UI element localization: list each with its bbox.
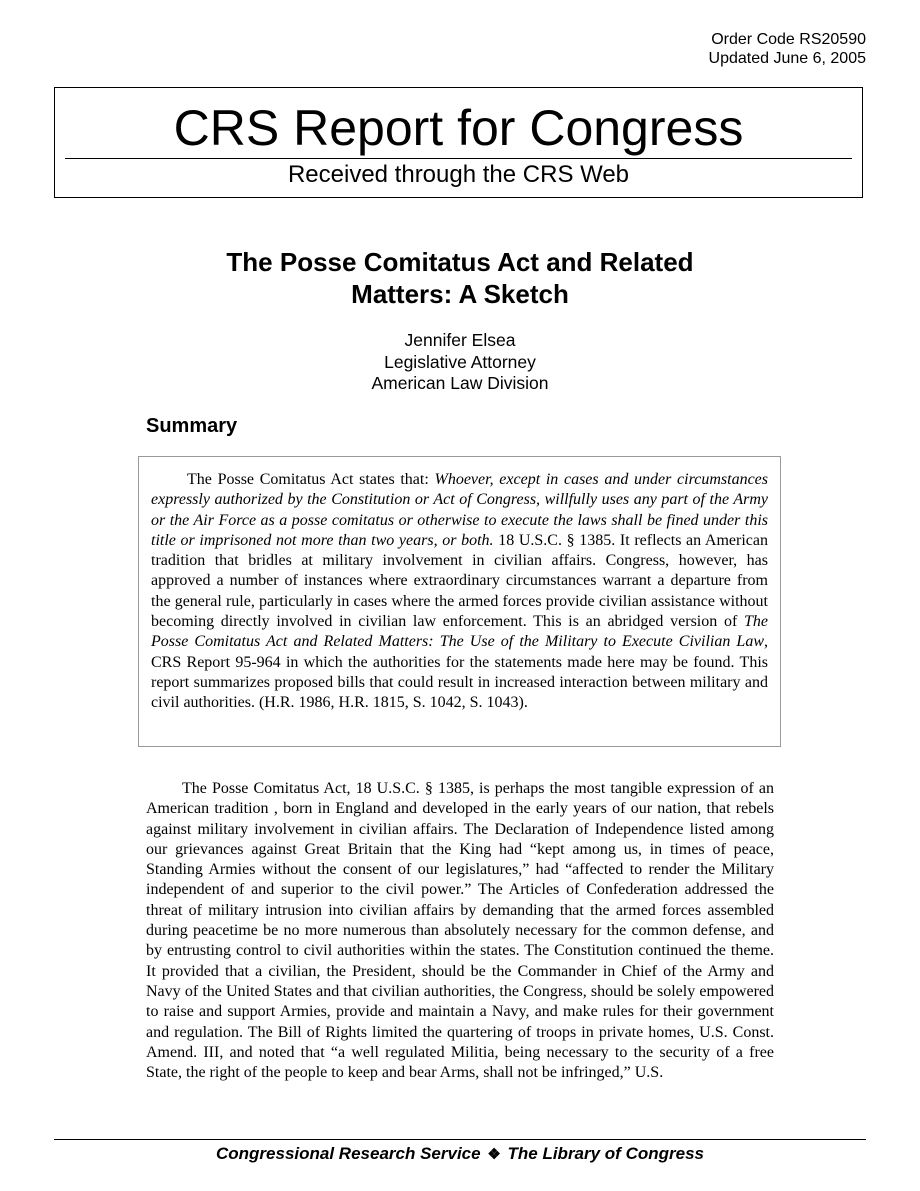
document-title-line-1: The Posse Comitatus Act and Related (226, 247, 694, 277)
body-paragraph: The Posse Comitatus Act, 18 U.S.C. § 1385, is perhaps the most tangible expression of an American tradition , born in England and developed in the early years of our nation, that rebels against military involvement in civilian affairs. The Declaration of Independence listed among our grievances against Great Britain that the King had “kept among us, in times of peace, Standing Armies without the consent of our legislatures,” had “affected to render the Military independent of and superior to the civil power.” The Articles of Confederation addressed the threat of military intrusion into civilian affairs by demanding that the armed forces assembled during peacetime be no more numerous than absolutely necessary for the common defense, and by entrusting control to civil authorities within the states. The Constitution continued the theme. It provided that a civilian, the President, should be the Commander in Chief of the Army and Navy of the United States and that civilian authorities, the Congress, should be solely empowered to raise and support Armies, provide and maintain a Navy, and make rules for their government and regulation. The Bill of Rights limited the quartering of troops in private homes, U.S. Const. Amend. III, and noted that “a well regulated Militia, being necessary to the security of a free State, the right of the people to keep and bear Arms, shall not be infringed,” U.S. (146, 780, 774, 1082)
summary-report-title: The Posse Comitatus Act and Related Matters: The Use of the Military to Execute Civilian Law (151, 613, 768, 651)
footer (54, 1143, 866, 1166)
diamond-separator-icon: ❖ (487, 1146, 501, 1163)
author-name: Jennifer Elsea (404, 330, 516, 350)
author-division: American Law Division (371, 373, 549, 393)
footer-loc: The Library of Congress (507, 1144, 704, 1163)
summary-box (138, 456, 781, 747)
footer-divider (54, 1139, 866, 1140)
summary-text-2: 18 U.S.C. § 1385. It reflects an American tradition that bridles at military involvement in civilian affairs. Congress, however, has approved a number of instances where extraordinary circumstances warrant a departure from the general rule, particularly in cases where the armed forces provide civilian assistance without becoming directly involved in civilian law enforcement. This is an abridged version of (151, 531, 769, 631)
updated-date: Updated June 6, 2005 (708, 50, 866, 67)
author-block (146, 330, 774, 395)
report-header-title: CRS Report for Congress (173, 100, 744, 156)
summary-text-3: , CRS Report 95-964 in which the authorities for the statements made here may be found. This report summarizes proposed bills that could result in increased interaction between military and civil authorities. (H.R. 1986, H.R. 1815, S. 1042, S. 1043). (151, 633, 768, 712)
order-code: Order Code RS20590 (711, 31, 866, 48)
author-title: Legislative Attorney (384, 351, 536, 372)
report-header-subtitle: Received through the CRS Web (287, 161, 630, 188)
order-code-block (709, 30, 866, 68)
report-header-box (54, 87, 863, 198)
document-title-line-2: Matters: A Sketch (351, 279, 569, 309)
summary-statute-quote: Whoever, except in cases and under circumstances expressly authorized by the Constitution or Act of Congress, willfully uses any part of the Army or the Air Force as a posse comitatus or otherwise to execute the laws shall be fined under this title or imprisoned not more than two years, or both. (151, 471, 768, 549)
summary-heading: Summary (146, 415, 238, 437)
footer-crs: Congressional Research Service (216, 1144, 481, 1163)
summary-paragraph (151, 470, 768, 714)
header-divider (65, 158, 852, 159)
summary-text-1: The Posse Comitatus Act states that: (187, 471, 435, 488)
document-title (146, 246, 774, 310)
